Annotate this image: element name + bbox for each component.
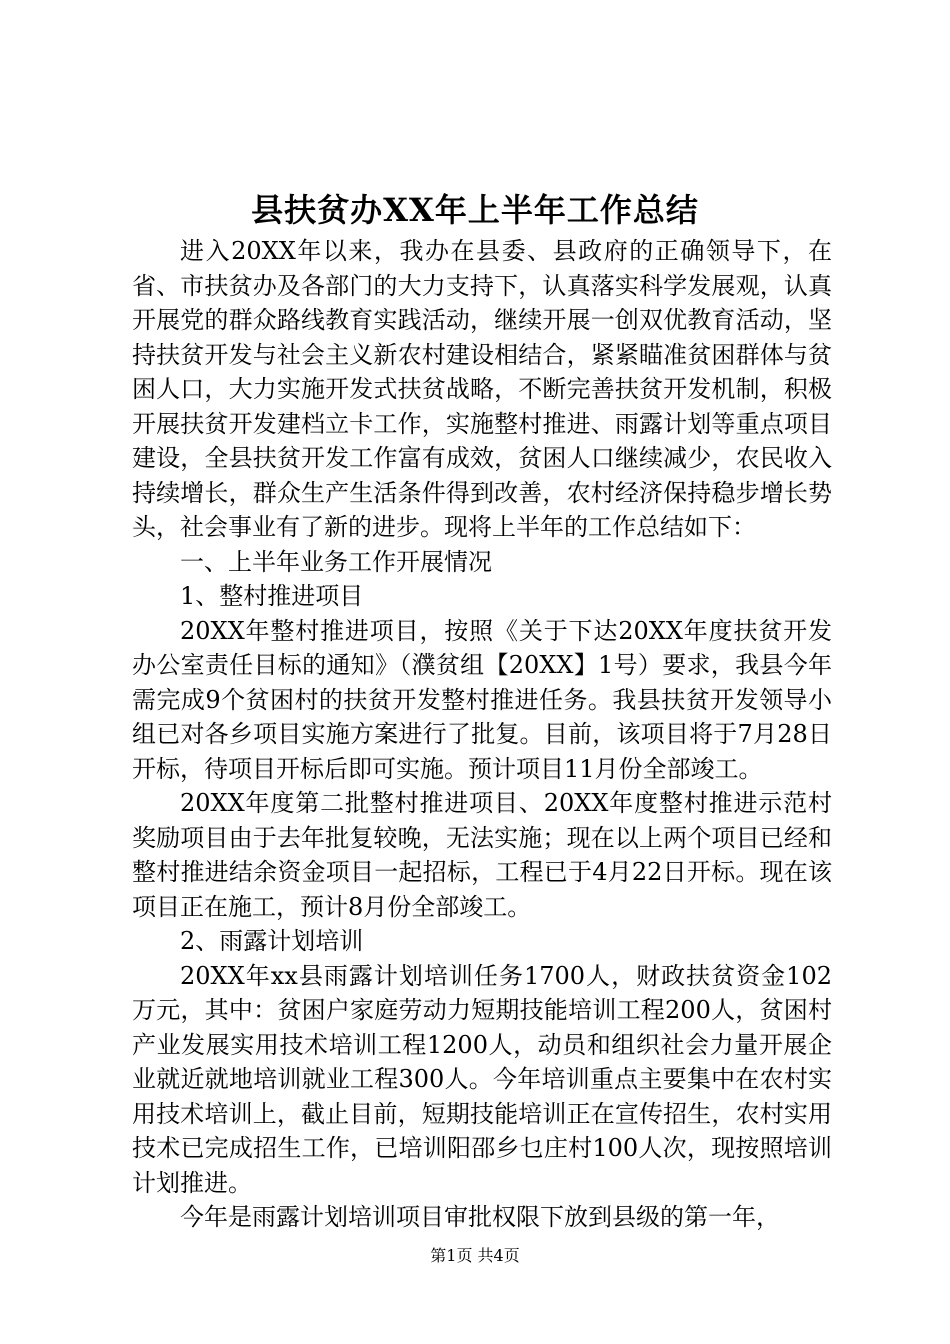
paragraph: 20XX年整村推进项目，按照《关于下达20XX年度扶贫开发办公室责任目标的通知》（濮贫组【20XX】1号）要求，我县今年需完成9个贫困村的扶贫开发整村推进任务。我县扶贫开发领导小组已对各乡项目实施方案进行了批复。目前，该项目将于7月28日开标，待项目开标后即可实施。预计项目11月份全部竣工。 [132,616,832,783]
document-body [132,234,832,1235]
subsection-heading: 2、雨露计划培训 [180,927,364,955]
section-heading: 一、上半年业务工作开展情况 [180,547,492,576]
paragraph: 20XX年度第二批整村推进项目、20XX年度整村推进示范村奖励项目由于去年批复较晚，无法实施；现在以上两个项目已经和整村推进结余资金项目一起招标，工程已于4月22日开标。现在该项目正在施工，预计8月份全部竣工。 [132,789,832,921]
document-title: 县扶贫办XX年上半年工作总结 [251,191,699,229]
paragraph-intro: 进入20XX年以来，我办在县委、县政府的正确领导下，在省、市扶贫办及各部门的大力支持下，认真落实科学发展观，认真开展党的群众路线教育实践活动，继续开展一创双优教育活动，坚持扶贫开发与社会主义新农村建设相结合，紧紧瞄准贫困群体与贫困人口，大力实施开发式扶贫战略，不断完善扶贫开发机制，积极开展扶贫开发建档立卡工作，实施整村推进、雨露计划等重点项目建设，全县扶贫开发工作富有成效，贫困人口继续减少，农民收入持续增长，群众生产生活条件得到改善，农村经济保持稳步增长势头，社会事业有了新的进步。现将上半年的工作总结如下： [132,237,832,541]
paragraph: 20XX年xx县雨露计划培训任务1700人，财政扶贫资金102万元，其中：贫困户家庭劳动力短期技能培训工程200人，贫困村产业发展实用技术培训工程1200人，动员和组织社会力量开展企业就近就地培训就业工程300人。今年培训重点主要集中在农村实用技术培训上，截止目前，短期技能培训正在宣传招生，农村实用技术已完成招生工作，已培训阳邵乡乜庄村100人次，现按照培训计划推进。 [132,961,832,1197]
paragraph: 今年是雨露计划培训项目审批权限下放到县级的第一年， [180,1203,780,1231]
page-number: 第1页 共4页 [430,1246,520,1265]
subsection-heading: 1、整村推进项目 [180,582,364,610]
